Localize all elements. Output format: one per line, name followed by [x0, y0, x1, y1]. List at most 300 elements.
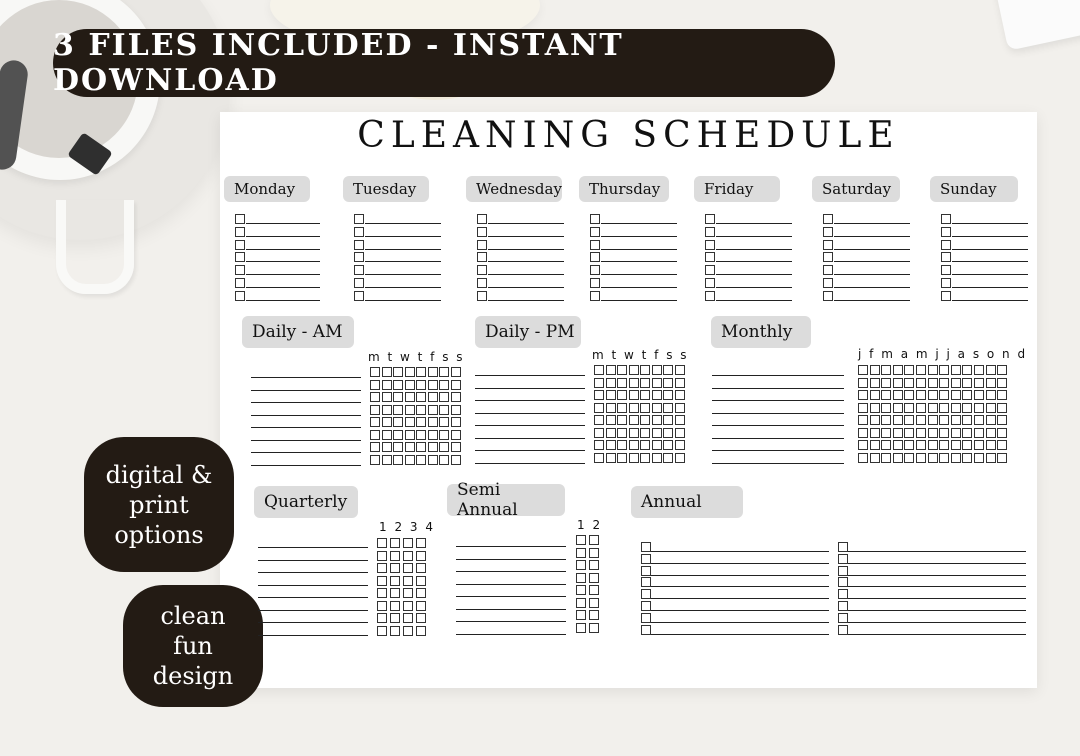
- quarterly-checkbox[interactable]: [390, 563, 400, 573]
- monthly-checkbox[interactable]: [974, 453, 984, 463]
- quarterly-checkbox[interactable]: [403, 563, 413, 573]
- daily-am-checkbox[interactable]: [405, 417, 415, 427]
- monthly-checkbox[interactable]: [881, 453, 891, 463]
- day-checkbox[interactable]: [477, 291, 487, 301]
- day-checkbox[interactable]: [941, 291, 951, 301]
- daily-pm-checkbox[interactable]: [663, 428, 673, 438]
- daily-pm-checkbox[interactable]: [640, 453, 650, 463]
- monthly-checkbox[interactable]: [904, 403, 914, 413]
- day-checkbox[interactable]: [235, 214, 245, 224]
- day-checkbox[interactable]: [354, 278, 364, 288]
- quarterly-checkbox[interactable]: [390, 576, 400, 586]
- day-checkbox[interactable]: [354, 252, 364, 262]
- annual-checkbox[interactable]: [641, 566, 651, 576]
- semi-annual-checkbox[interactable]: [589, 623, 599, 633]
- daily-am-checkbox[interactable]: [370, 455, 380, 465]
- monthly-checkbox[interactable]: [962, 403, 972, 413]
- quarterly-checkbox[interactable]: [403, 613, 413, 623]
- day-checkbox[interactable]: [823, 214, 833, 224]
- monthly-checkbox[interactable]: [916, 453, 926, 463]
- daily-am-checkbox[interactable]: [439, 367, 449, 377]
- monthly-checkbox[interactable]: [904, 378, 914, 388]
- quarterly-checkbox[interactable]: [390, 613, 400, 623]
- daily-pm-checkbox[interactable]: [640, 390, 650, 400]
- monthly-checkbox[interactable]: [928, 390, 938, 400]
- daily-pm-checkbox[interactable]: [663, 403, 673, 413]
- annual-checkbox[interactable]: [641, 589, 651, 599]
- monthly-checkbox[interactable]: [974, 415, 984, 425]
- monthly-checkbox[interactable]: [939, 378, 949, 388]
- annual-checkbox[interactable]: [838, 589, 848, 599]
- monthly-checkbox[interactable]: [997, 453, 1007, 463]
- quarterly-checkbox[interactable]: [403, 588, 413, 598]
- quarterly-checkbox[interactable]: [403, 538, 413, 548]
- day-checkbox[interactable]: [477, 240, 487, 250]
- daily-pm-checkbox[interactable]: [652, 365, 662, 375]
- daily-am-checkbox[interactable]: [382, 405, 392, 415]
- daily-pm-checkbox[interactable]: [640, 415, 650, 425]
- daily-am-checkbox[interactable]: [405, 442, 415, 452]
- daily-pm-checkbox[interactable]: [663, 390, 673, 400]
- daily-am-checkbox[interactable]: [428, 392, 438, 402]
- monthly-checkbox[interactable]: [870, 390, 880, 400]
- monthly-checkbox[interactable]: [881, 428, 891, 438]
- annual-checkbox[interactable]: [838, 625, 848, 635]
- daily-pm-checkbox[interactable]: [629, 390, 639, 400]
- daily-am-checkbox[interactable]: [393, 380, 403, 390]
- monthly-checkbox[interactable]: [962, 378, 972, 388]
- monthly-checkbox[interactable]: [997, 378, 1007, 388]
- monthly-checkbox[interactable]: [997, 403, 1007, 413]
- day-checkbox[interactable]: [705, 214, 715, 224]
- day-checkbox[interactable]: [354, 291, 364, 301]
- daily-am-checkbox[interactable]: [451, 430, 461, 440]
- monthly-checkbox[interactable]: [986, 453, 996, 463]
- day-checkbox[interactable]: [235, 265, 245, 275]
- daily-pm-checkbox[interactable]: [629, 365, 639, 375]
- monthly-checkbox[interactable]: [870, 403, 880, 413]
- semi-annual-checkbox[interactable]: [576, 548, 586, 558]
- daily-pm-checkbox[interactable]: [652, 428, 662, 438]
- monthly-checkbox[interactable]: [870, 365, 880, 375]
- monthly-checkbox[interactable]: [928, 365, 938, 375]
- monthly-checkbox[interactable]: [939, 365, 949, 375]
- daily-pm-checkbox[interactable]: [675, 390, 685, 400]
- daily-am-checkbox[interactable]: [416, 392, 426, 402]
- daily-pm-checkbox[interactable]: [594, 390, 604, 400]
- day-checkbox[interactable]: [590, 227, 600, 237]
- monthly-checkbox[interactable]: [997, 415, 1007, 425]
- daily-pm-checkbox[interactable]: [675, 365, 685, 375]
- monthly-checkbox[interactable]: [881, 378, 891, 388]
- day-checkbox[interactable]: [235, 291, 245, 301]
- monthly-checkbox[interactable]: [904, 428, 914, 438]
- daily-am-checkbox[interactable]: [451, 417, 461, 427]
- monthly-checkbox[interactable]: [904, 390, 914, 400]
- daily-am-checkbox[interactable]: [382, 367, 392, 377]
- daily-am-checkbox[interactable]: [451, 442, 461, 452]
- quarterly-checkbox[interactable]: [390, 601, 400, 611]
- annual-checkbox[interactable]: [838, 566, 848, 576]
- daily-pm-checkbox[interactable]: [629, 428, 639, 438]
- daily-pm-checkbox[interactable]: [617, 365, 627, 375]
- annual-checkbox[interactable]: [838, 613, 848, 623]
- daily-pm-checkbox[interactable]: [652, 403, 662, 413]
- quarterly-checkbox[interactable]: [377, 626, 387, 636]
- daily-pm-checkbox[interactable]: [675, 403, 685, 413]
- day-checkbox[interactable]: [590, 252, 600, 262]
- annual-checkbox[interactable]: [641, 554, 651, 564]
- monthly-checkbox[interactable]: [858, 378, 868, 388]
- daily-am-checkbox[interactable]: [382, 430, 392, 440]
- daily-pm-checkbox[interactable]: [594, 440, 604, 450]
- quarterly-checkbox[interactable]: [377, 613, 387, 623]
- monthly-checkbox[interactable]: [870, 415, 880, 425]
- monthly-checkbox[interactable]: [916, 378, 926, 388]
- day-checkbox[interactable]: [823, 240, 833, 250]
- day-checkbox[interactable]: [235, 240, 245, 250]
- monthly-checkbox[interactable]: [974, 365, 984, 375]
- monthly-checkbox[interactable]: [904, 453, 914, 463]
- monthly-checkbox[interactable]: [997, 365, 1007, 375]
- annual-checkbox[interactable]: [641, 577, 651, 587]
- day-checkbox[interactable]: [477, 278, 487, 288]
- daily-pm-checkbox[interactable]: [606, 453, 616, 463]
- monthly-checkbox[interactable]: [916, 390, 926, 400]
- daily-am-checkbox[interactable]: [451, 367, 461, 377]
- monthly-checkbox[interactable]: [962, 390, 972, 400]
- daily-am-checkbox[interactable]: [451, 392, 461, 402]
- monthly-checkbox[interactable]: [997, 428, 1007, 438]
- daily-am-checkbox[interactable]: [428, 442, 438, 452]
- daily-pm-checkbox[interactable]: [652, 453, 662, 463]
- daily-pm-checkbox[interactable]: [606, 440, 616, 450]
- daily-pm-checkbox[interactable]: [652, 440, 662, 450]
- daily-pm-checkbox[interactable]: [652, 415, 662, 425]
- semi-annual-checkbox[interactable]: [576, 598, 586, 608]
- daily-am-checkbox[interactable]: [393, 405, 403, 415]
- quarterly-checkbox[interactable]: [377, 601, 387, 611]
- monthly-checkbox[interactable]: [951, 403, 961, 413]
- monthly-checkbox[interactable]: [858, 453, 868, 463]
- annual-checkbox[interactable]: [838, 542, 848, 552]
- quarterly-checkbox[interactable]: [377, 563, 387, 573]
- daily-pm-checkbox[interactable]: [675, 378, 685, 388]
- monthly-checkbox[interactable]: [904, 365, 914, 375]
- monthly-checkbox[interactable]: [951, 428, 961, 438]
- daily-pm-checkbox[interactable]: [617, 390, 627, 400]
- daily-am-checkbox[interactable]: [416, 417, 426, 427]
- daily-pm-checkbox[interactable]: [652, 390, 662, 400]
- monthly-checkbox[interactable]: [893, 378, 903, 388]
- daily-pm-checkbox[interactable]: [675, 453, 685, 463]
- monthly-checkbox[interactable]: [986, 440, 996, 450]
- day-checkbox[interactable]: [705, 252, 715, 262]
- semi-annual-checkbox[interactable]: [576, 535, 586, 545]
- day-checkbox[interactable]: [477, 214, 487, 224]
- daily-am-checkbox[interactable]: [393, 367, 403, 377]
- day-checkbox[interactable]: [941, 265, 951, 275]
- monthly-checkbox[interactable]: [951, 378, 961, 388]
- monthly-checkbox[interactable]: [928, 428, 938, 438]
- semi-annual-checkbox[interactable]: [576, 610, 586, 620]
- daily-am-checkbox[interactable]: [416, 405, 426, 415]
- monthly-checkbox[interactable]: [974, 378, 984, 388]
- quarterly-checkbox[interactable]: [416, 538, 426, 548]
- daily-pm-checkbox[interactable]: [663, 453, 673, 463]
- quarterly-checkbox[interactable]: [403, 576, 413, 586]
- day-checkbox[interactable]: [354, 214, 364, 224]
- daily-pm-checkbox[interactable]: [675, 415, 685, 425]
- day-checkbox[interactable]: [823, 227, 833, 237]
- day-checkbox[interactable]: [235, 278, 245, 288]
- daily-pm-checkbox[interactable]: [663, 378, 673, 388]
- monthly-checkbox[interactable]: [997, 390, 1007, 400]
- monthly-checkbox[interactable]: [986, 415, 996, 425]
- daily-pm-checkbox[interactable]: [617, 378, 627, 388]
- monthly-checkbox[interactable]: [916, 428, 926, 438]
- daily-pm-checkbox[interactable]: [640, 440, 650, 450]
- day-checkbox[interactable]: [941, 227, 951, 237]
- monthly-checkbox[interactable]: [928, 403, 938, 413]
- daily-pm-checkbox[interactable]: [594, 453, 604, 463]
- semi-annual-checkbox[interactable]: [589, 573, 599, 583]
- day-checkbox[interactable]: [590, 291, 600, 301]
- annual-checkbox[interactable]: [838, 601, 848, 611]
- daily-pm-checkbox[interactable]: [640, 365, 650, 375]
- daily-pm-checkbox[interactable]: [606, 390, 616, 400]
- daily-am-checkbox[interactable]: [439, 392, 449, 402]
- annual-checkbox[interactable]: [838, 577, 848, 587]
- annual-checkbox[interactable]: [838, 554, 848, 564]
- day-checkbox[interactable]: [235, 227, 245, 237]
- daily-pm-checkbox[interactable]: [617, 415, 627, 425]
- daily-pm-checkbox[interactable]: [640, 378, 650, 388]
- quarterly-checkbox[interactable]: [416, 613, 426, 623]
- daily-pm-checkbox[interactable]: [617, 428, 627, 438]
- daily-am-checkbox[interactable]: [416, 442, 426, 452]
- daily-am-checkbox[interactable]: [439, 442, 449, 452]
- daily-am-checkbox[interactable]: [405, 430, 415, 440]
- daily-pm-checkbox[interactable]: [629, 415, 639, 425]
- monthly-checkbox[interactable]: [858, 390, 868, 400]
- annual-checkbox[interactable]: [641, 613, 651, 623]
- daily-pm-checkbox[interactable]: [594, 403, 604, 413]
- daily-am-checkbox[interactable]: [370, 430, 380, 440]
- quarterly-checkbox[interactable]: [416, 551, 426, 561]
- quarterly-checkbox[interactable]: [403, 551, 413, 561]
- daily-pm-checkbox[interactable]: [629, 453, 639, 463]
- monthly-checkbox[interactable]: [951, 390, 961, 400]
- monthly-checkbox[interactable]: [974, 390, 984, 400]
- monthly-checkbox[interactable]: [858, 403, 868, 413]
- semi-annual-checkbox[interactable]: [589, 548, 599, 558]
- annual-checkbox[interactable]: [641, 542, 651, 552]
- daily-am-checkbox[interactable]: [370, 442, 380, 452]
- daily-pm-checkbox[interactable]: [606, 365, 616, 375]
- daily-am-checkbox[interactable]: [405, 405, 415, 415]
- day-checkbox[interactable]: [941, 252, 951, 262]
- monthly-checkbox[interactable]: [893, 403, 903, 413]
- daily-pm-checkbox[interactable]: [652, 378, 662, 388]
- day-checkbox[interactable]: [354, 227, 364, 237]
- monthly-checkbox[interactable]: [858, 428, 868, 438]
- monthly-checkbox[interactable]: [939, 453, 949, 463]
- monthly-checkbox[interactable]: [881, 440, 891, 450]
- monthly-checkbox[interactable]: [974, 440, 984, 450]
- daily-am-checkbox[interactable]: [382, 392, 392, 402]
- quarterly-checkbox[interactable]: [416, 563, 426, 573]
- day-checkbox[interactable]: [235, 252, 245, 262]
- daily-am-checkbox[interactable]: [393, 442, 403, 452]
- monthly-checkbox[interactable]: [870, 440, 880, 450]
- day-checkbox[interactable]: [705, 227, 715, 237]
- day-checkbox[interactable]: [590, 265, 600, 275]
- monthly-checkbox[interactable]: [974, 428, 984, 438]
- day-checkbox[interactable]: [590, 214, 600, 224]
- quarterly-checkbox[interactable]: [377, 538, 387, 548]
- monthly-checkbox[interactable]: [951, 453, 961, 463]
- monthly-checkbox[interactable]: [928, 415, 938, 425]
- monthly-checkbox[interactable]: [870, 428, 880, 438]
- daily-am-checkbox[interactable]: [428, 417, 438, 427]
- day-checkbox[interactable]: [941, 278, 951, 288]
- quarterly-checkbox[interactable]: [416, 588, 426, 598]
- semi-annual-checkbox[interactable]: [589, 535, 599, 545]
- day-checkbox[interactable]: [823, 291, 833, 301]
- daily-am-checkbox[interactable]: [451, 405, 461, 415]
- monthly-checkbox[interactable]: [858, 440, 868, 450]
- monthly-checkbox[interactable]: [951, 440, 961, 450]
- monthly-checkbox[interactable]: [939, 428, 949, 438]
- monthly-checkbox[interactable]: [858, 365, 868, 375]
- semi-annual-checkbox[interactable]: [576, 623, 586, 633]
- daily-pm-checkbox[interactable]: [675, 440, 685, 450]
- quarterly-checkbox[interactable]: [403, 601, 413, 611]
- monthly-checkbox[interactable]: [893, 440, 903, 450]
- monthly-checkbox[interactable]: [986, 378, 996, 388]
- semi-annual-checkbox[interactable]: [576, 560, 586, 570]
- semi-annual-checkbox[interactable]: [589, 598, 599, 608]
- semi-annual-checkbox[interactable]: [589, 560, 599, 570]
- monthly-checkbox[interactable]: [962, 453, 972, 463]
- daily-am-checkbox[interactable]: [416, 380, 426, 390]
- day-checkbox[interactable]: [477, 265, 487, 275]
- monthly-checkbox[interactable]: [916, 440, 926, 450]
- daily-pm-checkbox[interactable]: [663, 365, 673, 375]
- monthly-checkbox[interactable]: [928, 453, 938, 463]
- monthly-checkbox[interactable]: [939, 390, 949, 400]
- daily-am-checkbox[interactable]: [393, 392, 403, 402]
- daily-am-checkbox[interactable]: [439, 430, 449, 440]
- monthly-checkbox[interactable]: [928, 440, 938, 450]
- quarterly-checkbox[interactable]: [403, 626, 413, 636]
- daily-pm-checkbox[interactable]: [675, 428, 685, 438]
- monthly-checkbox[interactable]: [870, 378, 880, 388]
- day-checkbox[interactable]: [354, 265, 364, 275]
- daily-pm-checkbox[interactable]: [594, 428, 604, 438]
- monthly-checkbox[interactable]: [974, 403, 984, 413]
- daily-am-checkbox[interactable]: [428, 367, 438, 377]
- daily-am-checkbox[interactable]: [370, 417, 380, 427]
- daily-am-checkbox[interactable]: [451, 455, 461, 465]
- monthly-checkbox[interactable]: [939, 440, 949, 450]
- day-checkbox[interactable]: [477, 227, 487, 237]
- daily-am-checkbox[interactable]: [382, 455, 392, 465]
- quarterly-checkbox[interactable]: [390, 551, 400, 561]
- daily-am-checkbox[interactable]: [451, 380, 461, 390]
- monthly-checkbox[interactable]: [893, 365, 903, 375]
- daily-pm-checkbox[interactable]: [617, 453, 627, 463]
- daily-pm-checkbox[interactable]: [617, 440, 627, 450]
- day-checkbox[interactable]: [705, 278, 715, 288]
- monthly-checkbox[interactable]: [904, 415, 914, 425]
- semi-annual-checkbox[interactable]: [589, 610, 599, 620]
- quarterly-checkbox[interactable]: [377, 551, 387, 561]
- quarterly-checkbox[interactable]: [390, 626, 400, 636]
- daily-am-checkbox[interactable]: [405, 380, 415, 390]
- monthly-checkbox[interactable]: [928, 378, 938, 388]
- quarterly-checkbox[interactable]: [390, 588, 400, 598]
- daily-am-checkbox[interactable]: [428, 405, 438, 415]
- daily-pm-checkbox[interactable]: [606, 415, 616, 425]
- monthly-checkbox[interactable]: [986, 403, 996, 413]
- monthly-checkbox[interactable]: [893, 390, 903, 400]
- daily-am-checkbox[interactable]: [370, 392, 380, 402]
- monthly-checkbox[interactable]: [881, 390, 891, 400]
- daily-pm-checkbox[interactable]: [663, 440, 673, 450]
- daily-am-checkbox[interactable]: [405, 392, 415, 402]
- day-checkbox[interactable]: [941, 214, 951, 224]
- daily-am-checkbox[interactable]: [428, 455, 438, 465]
- daily-pm-checkbox[interactable]: [640, 403, 650, 413]
- daily-pm-checkbox[interactable]: [594, 415, 604, 425]
- daily-am-checkbox[interactable]: [393, 430, 403, 440]
- monthly-checkbox[interactable]: [939, 415, 949, 425]
- monthly-checkbox[interactable]: [870, 453, 880, 463]
- day-checkbox[interactable]: [941, 240, 951, 250]
- daily-am-checkbox[interactable]: [428, 380, 438, 390]
- daily-am-checkbox[interactable]: [393, 417, 403, 427]
- monthly-checkbox[interactable]: [893, 428, 903, 438]
- annual-checkbox[interactable]: [641, 601, 651, 611]
- monthly-checkbox[interactable]: [986, 428, 996, 438]
- daily-am-checkbox[interactable]: [405, 367, 415, 377]
- daily-pm-checkbox[interactable]: [663, 415, 673, 425]
- daily-pm-checkbox[interactable]: [594, 365, 604, 375]
- monthly-checkbox[interactable]: [939, 403, 949, 413]
- day-checkbox[interactable]: [823, 265, 833, 275]
- quarterly-checkbox[interactable]: [416, 601, 426, 611]
- monthly-checkbox[interactable]: [916, 415, 926, 425]
- daily-am-checkbox[interactable]: [405, 455, 415, 465]
- monthly-checkbox[interactable]: [986, 365, 996, 375]
- day-checkbox[interactable]: [705, 240, 715, 250]
- day-checkbox[interactable]: [705, 291, 715, 301]
- day-checkbox[interactable]: [354, 240, 364, 250]
- monthly-checkbox[interactable]: [986, 390, 996, 400]
- daily-am-checkbox[interactable]: [370, 367, 380, 377]
- quarterly-checkbox[interactable]: [390, 538, 400, 548]
- semi-annual-checkbox[interactable]: [576, 585, 586, 595]
- daily-am-checkbox[interactable]: [416, 367, 426, 377]
- monthly-checkbox[interactable]: [916, 403, 926, 413]
- quarterly-checkbox[interactable]: [377, 588, 387, 598]
- daily-am-checkbox[interactable]: [439, 417, 449, 427]
- monthly-checkbox[interactable]: [881, 365, 891, 375]
- monthly-checkbox[interactable]: [916, 365, 926, 375]
- daily-am-checkbox[interactable]: [439, 380, 449, 390]
